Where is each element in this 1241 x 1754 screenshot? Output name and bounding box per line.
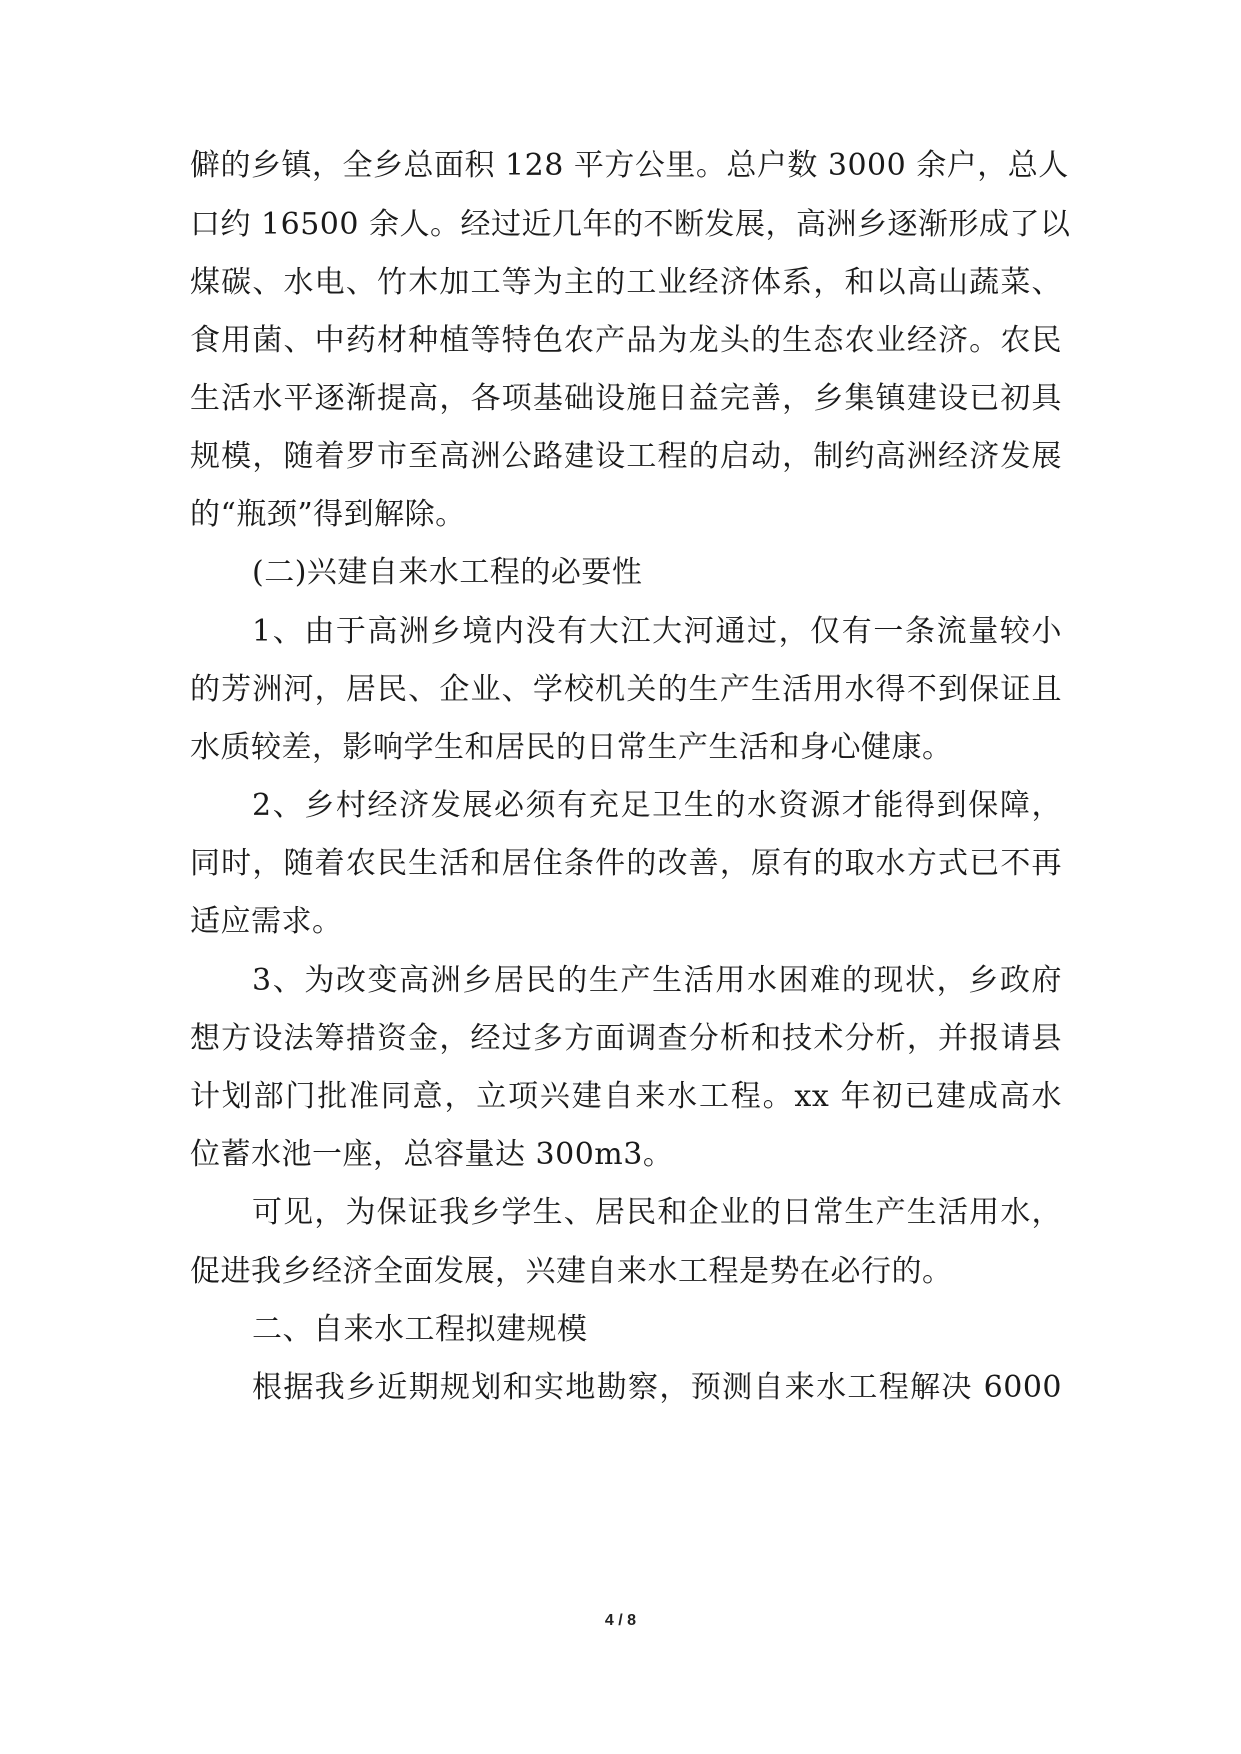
paragraph-line: 1、由于高洲乡境内没有大江大河通过，仅有一条流量较小 xyxy=(252,614,1062,649)
paragraph-line: 生活水平逐渐提高，各项基础设施日益完善，乡集镇建设已初具 xyxy=(190,381,1062,416)
paragraph-line: 适应需求。 xyxy=(190,904,343,939)
section-heading: (二)兴建自来水工程的必要性 xyxy=(252,555,643,590)
paragraph-line: 同时，随着农民生活和居住条件的改善，原有的取水方式已不再 xyxy=(190,846,1062,881)
paragraph-line: 食用菌、中药材种植等特色农产品为龙头的生态农业经济。农民 xyxy=(190,323,1062,358)
paragraph-line: 水质较差，影响学生和居民的日常生产生活和身心健康。 xyxy=(190,730,953,765)
paragraph-line: 根据我乡近期规划和实地勘察，预测自来水工程解决 6000 xyxy=(252,1370,1062,1405)
page-number: 4 / 8 xyxy=(604,1612,637,1629)
section-heading: 二、自来水工程拟建规模 xyxy=(252,1312,588,1347)
paragraph-line: 促进我乡经济全面发展，兴建自来水工程是势在必行的。 xyxy=(190,1254,953,1289)
paragraph-line: 煤碳、水电、竹木加工等为主的工业经济体系，和以高山蔬菜、 xyxy=(190,265,1062,300)
paragraph-line: 口约 16500 余人。经过近几年的不断发展，高洲乡逐渐形成了以 xyxy=(190,207,1071,242)
paragraph-line: 3、为改变高洲乡居民的生产生活用水困难的现状，乡政府 xyxy=(252,963,1062,998)
paragraph-line: 想方设法筹措资金，经过多方面调查分析和技术分析，并报请县 xyxy=(190,1021,1062,1056)
paragraph-line: 僻的乡镇，全乡总面积 128 平方公里。总户数 3000 余户，总人 xyxy=(190,148,1069,183)
paragraph-line: 规模，随着罗市至高洲公路建设工程的启动，制约高洲经济发展 xyxy=(190,439,1062,474)
paragraph-line: 的芳洲河，居民、企业、学校机关的生产生活用水得不到保证且 xyxy=(190,672,1062,707)
paragraph-line: 2、乡村经济发展必须有充足卫生的水资源才能得到保障， xyxy=(252,788,1062,823)
paragraph-line: 计划部门批准同意，立项兴建自来水工程。xx 年初已建成高水 xyxy=(190,1079,1062,1114)
paragraph-line: 位蓄水池一座，总容量达 300m3。 xyxy=(190,1137,674,1172)
paragraph-line: 可见，为保证我乡学生、居民和企业的日常生产生活用水， xyxy=(252,1195,1062,1230)
paragraph-line: 的“瓶颈”得到解除。 xyxy=(190,497,466,532)
